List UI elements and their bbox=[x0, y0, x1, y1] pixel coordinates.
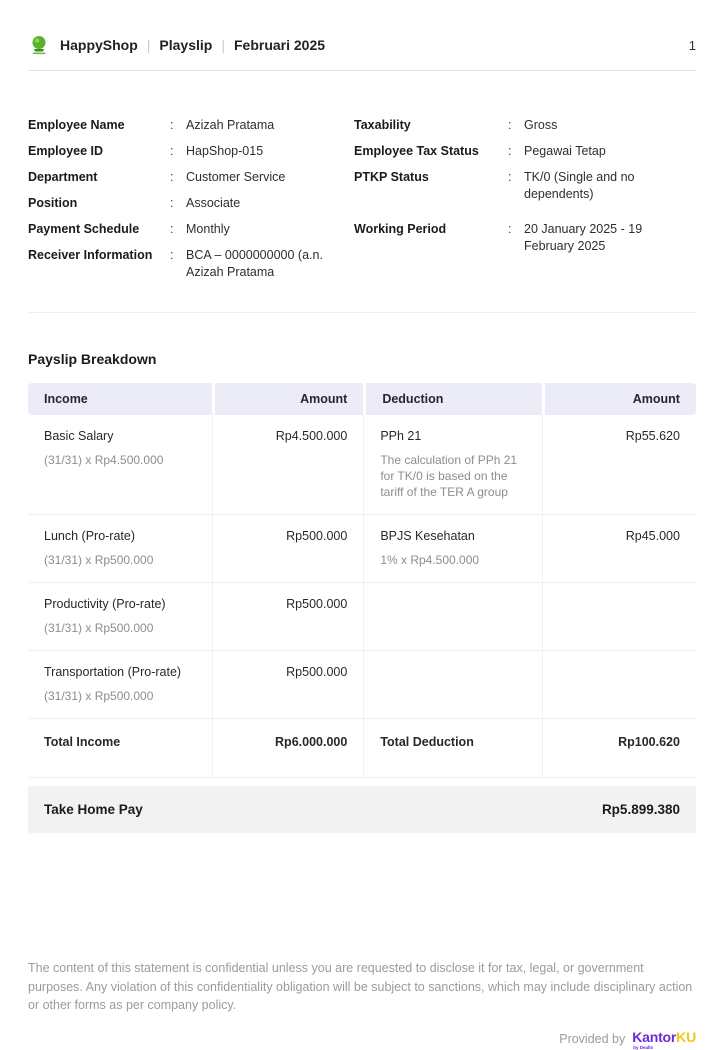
income-amount-cell bbox=[212, 415, 364, 514]
payslip-breakdown-table bbox=[28, 383, 696, 778]
deduction-amount: Rp45.000 bbox=[559, 528, 680, 545]
info-row-receiver-information bbox=[28, 247, 354, 281]
employee-info-section bbox=[28, 117, 696, 313]
income-cell bbox=[28, 583, 212, 650]
deduction-amount-cell bbox=[542, 583, 696, 650]
kantorku-logo-subtext: by Dealls bbox=[633, 1046, 653, 1050]
deduction-cell bbox=[363, 415, 542, 514]
total-income-amount-cell bbox=[212, 719, 364, 777]
income-amount: Rp500.000 bbox=[229, 596, 348, 613]
field-label: PTKP Status bbox=[354, 169, 506, 203]
deduction-cell bbox=[363, 515, 542, 582]
field-label: Department bbox=[28, 169, 168, 186]
income-label: Productivity (Pro-rate) bbox=[44, 596, 196, 613]
field-value: Pegawai Tetap bbox=[524, 143, 696, 160]
total-income-amount: Rp6.000.000 bbox=[229, 734, 348, 751]
field-value: Monthly bbox=[186, 221, 354, 238]
table-row bbox=[28, 651, 696, 719]
deduction-amount-cell bbox=[542, 415, 696, 514]
income-amount-cell bbox=[212, 583, 364, 650]
deduction-cell bbox=[363, 583, 542, 650]
field-value: 20 January 2025 - 19 February 2025 bbox=[524, 221, 696, 255]
info-row-payment-schedule bbox=[28, 221, 354, 238]
info-row-employee-id bbox=[28, 143, 354, 160]
deduction-amount-cell bbox=[542, 651, 696, 718]
field-colon: : bbox=[170, 117, 184, 134]
income-amount: Rp4.500.000 bbox=[229, 428, 348, 445]
kantorku-logo-primary: Kantor bbox=[632, 1029, 676, 1045]
income-cell bbox=[28, 651, 212, 718]
table-header-row bbox=[28, 383, 696, 415]
breakdown-section-title: Payslip Breakdown bbox=[28, 351, 696, 367]
provided-by-label: Provided by bbox=[559, 1030, 625, 1046]
field-label: Employee Tax Status bbox=[354, 143, 506, 160]
field-colon: : bbox=[170, 195, 184, 212]
kantorku-logo-text bbox=[632, 1030, 696, 1044]
take-home-pay-label: Take Home Pay bbox=[44, 802, 143, 817]
field-colon: : bbox=[170, 143, 184, 160]
income-formula: (31/31) x Rp500.000 bbox=[44, 688, 196, 704]
header-title-group bbox=[60, 37, 325, 53]
field-value: HapShop-015 bbox=[186, 143, 354, 160]
field-colon: : bbox=[508, 117, 522, 134]
employee-info-left-column bbox=[28, 117, 354, 290]
total-deduction-label: Total Deduction bbox=[380, 734, 526, 751]
field-value: Azizah Pratama bbox=[186, 117, 354, 134]
income-amount: Rp500.000 bbox=[229, 664, 348, 681]
take-home-pay-row bbox=[28, 786, 696, 833]
table-body bbox=[28, 415, 696, 778]
field-colon: : bbox=[508, 169, 522, 203]
deduction-note: The calculation of PPh 21 for TK/0 is based on the tariff of the TER A group bbox=[380, 452, 526, 500]
info-row-department bbox=[28, 169, 354, 186]
total-deduction-amount: Rp100.620 bbox=[559, 734, 680, 751]
column-header-deduction-amount: Amount bbox=[542, 383, 696, 415]
field-value: Customer Service bbox=[186, 169, 354, 186]
header-separator: | bbox=[147, 37, 151, 53]
page-header bbox=[28, 34, 696, 71]
field-colon: : bbox=[170, 169, 184, 186]
table-totals-row bbox=[28, 719, 696, 778]
info-row-employee-name bbox=[28, 117, 354, 134]
table-row bbox=[28, 515, 696, 583]
income-amount-cell bbox=[212, 651, 364, 718]
income-amount: Rp500.000 bbox=[229, 528, 348, 545]
brand-name: HappyShop bbox=[60, 37, 138, 53]
income-cell bbox=[28, 515, 212, 582]
payslip-period: Februari 2025 bbox=[234, 37, 325, 53]
info-row-position bbox=[28, 195, 354, 212]
info-row-employee-tax-status bbox=[354, 143, 696, 160]
field-value: Gross bbox=[524, 117, 696, 134]
confidentiality-disclaimer: The content of this statement is confidential unless you are requested to disclose it for tax, legal, or government purposes. Any violation of this confidentiality obligation will be subject to sanctions, which may include disciplinary action or other forms as per company policy. bbox=[28, 959, 696, 1015]
field-label: Employee ID bbox=[28, 143, 168, 160]
page-number: 1 bbox=[689, 38, 696, 53]
field-value: Associate bbox=[186, 195, 354, 212]
provided-by-row bbox=[28, 1030, 696, 1050]
field-label: Taxability bbox=[354, 117, 506, 134]
field-label: Payment Schedule bbox=[28, 221, 168, 238]
field-label: Working Period bbox=[354, 221, 506, 255]
deduction-cell bbox=[363, 651, 542, 718]
deduction-label: PPh 21 bbox=[380, 428, 526, 445]
deduction-formula: 1% x Rp4.500.000 bbox=[380, 552, 526, 568]
happyshop-logo-icon bbox=[28, 34, 50, 56]
employee-info-right-column bbox=[354, 117, 696, 290]
total-deduction-amount-cell bbox=[542, 719, 696, 777]
field-value: BCA – 0000000000 (a.n. Azizah Pratama bbox=[186, 247, 354, 281]
table-row bbox=[28, 415, 696, 515]
total-deduction-label-cell bbox=[363, 719, 542, 777]
field-colon: : bbox=[508, 221, 522, 255]
income-formula: (31/31) x Rp500.000 bbox=[44, 552, 196, 568]
field-colon: : bbox=[170, 221, 184, 238]
field-label: Position bbox=[28, 195, 168, 212]
income-label: Basic Salary bbox=[44, 428, 196, 445]
income-formula: (31/31) x Rp4.500.000 bbox=[44, 452, 196, 468]
info-row-working-period bbox=[354, 221, 696, 255]
take-home-pay-amount: Rp5.899.380 bbox=[602, 802, 680, 817]
income-formula: (31/31) x Rp500.000 bbox=[44, 620, 196, 636]
field-label: Receiver Information bbox=[28, 247, 168, 281]
income-label: Lunch (Pro-rate) bbox=[44, 528, 196, 545]
income-cell bbox=[28, 415, 212, 514]
field-colon: : bbox=[508, 143, 522, 160]
header-separator: | bbox=[221, 37, 225, 53]
deduction-amount-cell bbox=[542, 515, 696, 582]
column-header-income-amount: Amount bbox=[212, 383, 364, 415]
column-header-deduction: Deduction bbox=[363, 383, 542, 415]
total-income-label: Total Income bbox=[44, 734, 196, 751]
kantorku-logo-secondary: KU bbox=[676, 1029, 696, 1045]
field-label: Employee Name bbox=[28, 117, 168, 134]
info-row-taxability bbox=[354, 117, 696, 134]
income-label: Transportation (Pro-rate) bbox=[44, 664, 196, 681]
income-amount-cell bbox=[212, 515, 364, 582]
kantorku-logo bbox=[632, 1030, 696, 1050]
info-row-ptkp-status bbox=[354, 169, 696, 203]
document-type: Playslip bbox=[159, 37, 212, 53]
table-row bbox=[28, 583, 696, 651]
total-income-label-cell bbox=[28, 719, 212, 777]
field-colon: : bbox=[170, 247, 184, 281]
deduction-label: BPJS Kesehatan bbox=[380, 528, 526, 545]
deduction-amount: Rp55.620 bbox=[559, 428, 680, 445]
field-value: TK/0 (Single and no dependents) bbox=[524, 169, 696, 203]
column-header-income: Income bbox=[28, 383, 212, 415]
